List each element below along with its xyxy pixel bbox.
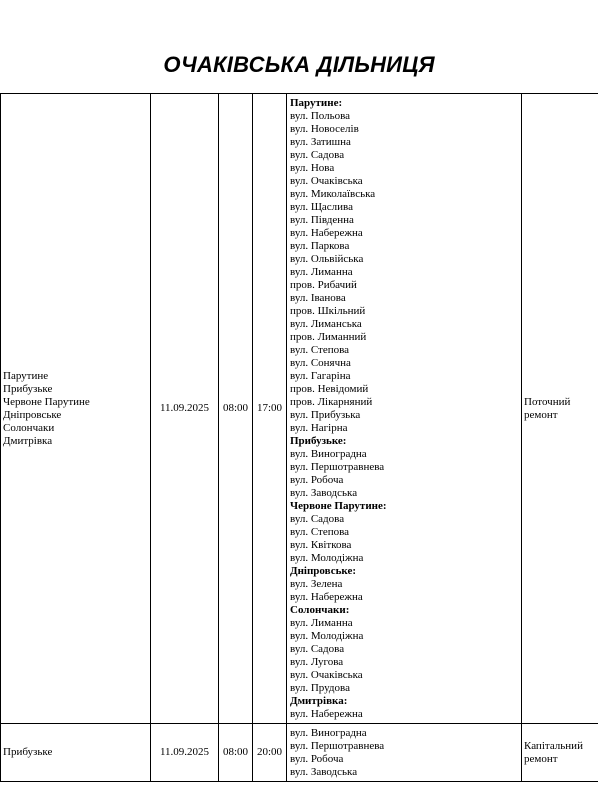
street-item: вул. Прибузька [290, 409, 361, 421]
street-item: вул. Зелена [290, 578, 343, 590]
street-item: вул. Квіткова [290, 539, 352, 551]
table-row [1, 724, 598, 782]
start-time-cell: 08:00 [219, 724, 253, 782]
settlement-name: Дмитрівка [3, 434, 53, 447]
street-item: вул. Лиманна [290, 266, 353, 278]
street-item: вул. Ольвійська [290, 253, 364, 265]
street-item: вул. Південна [290, 214, 354, 226]
street-item: вул. Нова [290, 162, 335, 174]
settlement-heading: Парутине: [290, 97, 343, 109]
street-item: пров. Лікарняний [290, 396, 373, 408]
street-item: вул. Миколаївська [290, 188, 376, 200]
street-item: вул. Заводська [290, 487, 358, 499]
settlement-name: Прибузьке [3, 382, 53, 395]
street-item: вул. Першотравнева [290, 740, 385, 752]
street-item: вул. Садова [290, 149, 345, 161]
table-row [1, 94, 598, 724]
settlement-name: Парутине [3, 369, 49, 382]
street-item: вул. Іванова [290, 292, 346, 304]
outage-schedule-table [0, 93, 598, 782]
streets-cell [287, 724, 522, 782]
street-item: вул. Виноградна [290, 727, 367, 739]
street-item: вул. Набережна [290, 227, 363, 239]
street-item: вул. Садова [290, 643, 345, 655]
settlements-cell [1, 94, 151, 724]
settlements-cell [1, 724, 151, 782]
street-item: вул. Лиманська [290, 318, 362, 330]
settlement-heading: Прибузьке: [290, 435, 347, 447]
street-item: вул. Степова [290, 526, 350, 538]
settlement-heading: Дніпровське: [290, 565, 357, 577]
settlement-name: Прибузьке [3, 746, 53, 758]
settlement-name: Червоне Парутине [3, 395, 90, 408]
street-item: вул. Затишна [290, 136, 351, 148]
date-cell: 11.09.2025 [151, 724, 219, 782]
settlement-heading: Червоне Парутине: [290, 500, 387, 512]
street-item: вул. Степова [290, 344, 350, 356]
street-item: вул. Робоча [290, 474, 344, 486]
street-item: вул. Робоча [290, 753, 344, 765]
street-item: вул. Сонячна [290, 357, 351, 369]
street-item: вул. Набережна [290, 591, 363, 603]
street-item: вул. Очаківська [290, 175, 363, 187]
street-item: вул. Гагаріна [290, 370, 351, 382]
street-item: вул. Нагірна [290, 422, 348, 434]
street-item: вул. Щаслива [290, 201, 353, 213]
settlement-name: Солончаки [3, 421, 55, 434]
start-time-cell: 08:00 [219, 94, 253, 724]
street-item: вул. Молодіжна [290, 552, 364, 564]
streets-cell [287, 94, 522, 724]
street-item: вул. Польова [290, 110, 351, 122]
settlement-name: Дніпровське [3, 408, 62, 421]
street-item: вул. Новоселів [290, 123, 359, 135]
settlement-heading: Дмитрівка: [290, 695, 348, 707]
street-item: вул. Молодіжна [290, 630, 364, 642]
street-item: вул. Першотравнева [290, 461, 385, 473]
page-title: ОЧАКІВСЬКА ДІЛЬНИЦЯ [163, 52, 435, 77]
street-item: вул. Набережна [290, 708, 363, 720]
work-type-cell: Капітальний ремонт [522, 724, 598, 782]
street-item: вул. Очаківська [290, 669, 363, 681]
work-type-cell: Поточний ремонт [522, 94, 598, 724]
street-item: вул. Паркова [290, 240, 350, 252]
street-item: вул. Садова [290, 513, 345, 525]
street-item: пров. Лиманний [290, 331, 367, 343]
end-time-cell: 20:00 [253, 724, 287, 782]
street-item: пров. Невідомий [290, 383, 369, 395]
date-cell: 11.09.2025 [151, 94, 219, 724]
street-item: пров. Шкільний [290, 305, 366, 317]
street-item: вул. Заводська [290, 766, 358, 778]
street-item: вул. Виноградна [290, 448, 367, 460]
street-item: вул. Прудова [290, 682, 350, 694]
end-time-cell: 17:00 [253, 94, 287, 724]
street-item: вул. Лугова [290, 656, 344, 668]
settlement-heading: Солончаки: [290, 604, 350, 616]
street-item: вул. Лиманна [290, 617, 353, 629]
street-item: пров. Рибачий [290, 279, 357, 291]
